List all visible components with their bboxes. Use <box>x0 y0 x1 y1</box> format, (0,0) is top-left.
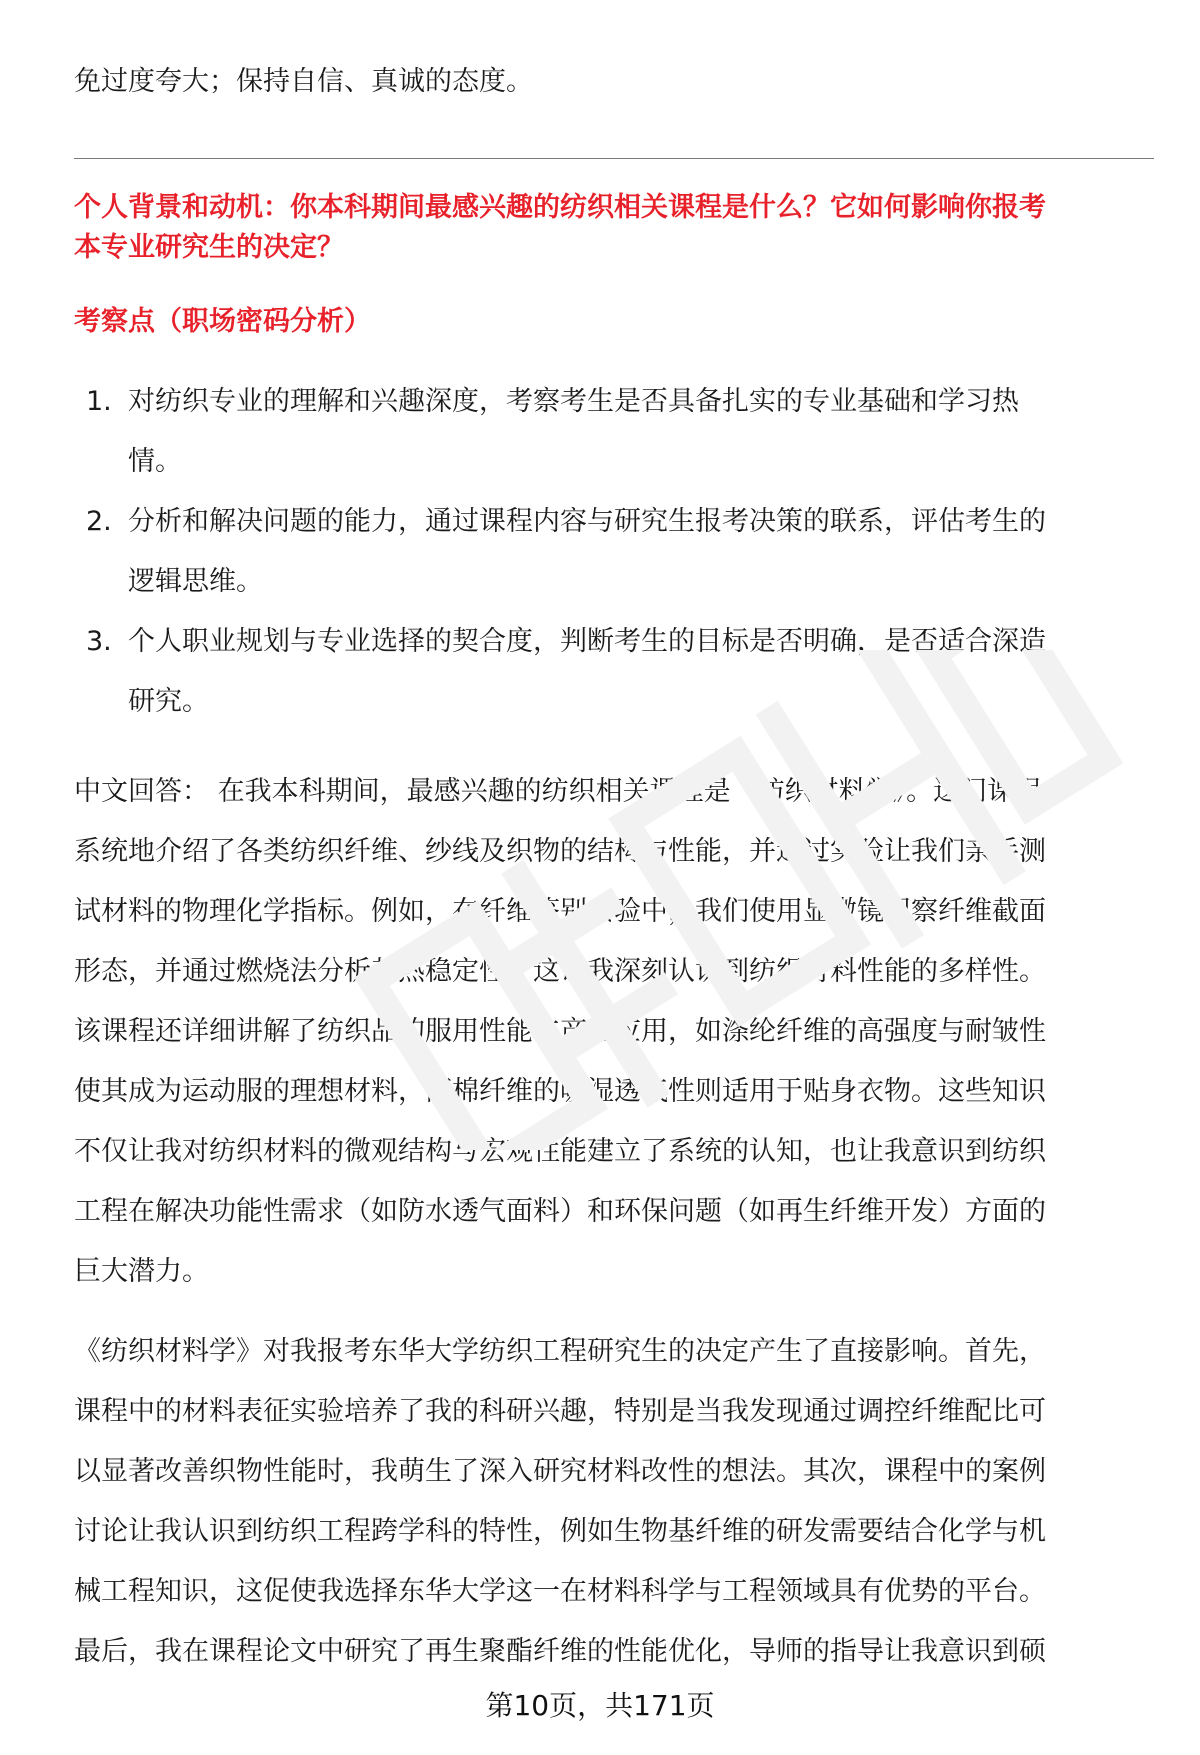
answer-paragraph-2 <box>74 1322 1154 1682</box>
list-item <box>74 612 1154 732</box>
question-title <box>74 188 1154 268</box>
paragraph-line: 《纺织材料学》对我报考东华大学纺织工程研究生的决定产生了直接影响。首先， <box>74 1336 1046 1367</box>
paragraph-line: 形态，并通过燃烧法分析其热稳定性，这让我深刻认识到纺织材料性能的多样性。 <box>74 956 1046 987</box>
list-number: 2. <box>86 506 112 537</box>
paragraph-line: 以显著改善织物性能时，我萌生了深入研究材料改性的想法。其次，课程中的案例 <box>74 1456 1046 1487</box>
list-number: 3. <box>86 626 112 657</box>
list-item-line: 分析和解决问题的能力，通过课程内容与研究生报考决策的联系，评估考生的 <box>128 506 1046 537</box>
paragraph-line: 课程中的材料表征实验培养了我的科研兴趣，特别是当我发现通过调控纤维配比可 <box>74 1396 1046 1427</box>
list-item-line: 情。 <box>128 446 182 477</box>
answer-paragraph-1 <box>74 762 1154 1302</box>
list-item-line: 对纺织专业的理解和兴趣深度，考察考生是否具备扎实的专业基础和学习热 <box>128 386 1019 417</box>
list-item-line: 逻辑思维。 <box>128 566 263 597</box>
assessment-heading: 考察点（职场密码分析） <box>74 306 371 337</box>
page-footer: 第10页，共171页 <box>485 1689 715 1722</box>
paragraph-line: 使其成为运动服的理想材料，而棉纤维的吸湿透气性则适用于贴身衣物。这些知识 <box>74 1076 1046 1107</box>
question-line: 本专业研究生的决定？ <box>74 232 344 263</box>
paragraph-line: 巨大潜力。 <box>74 1256 209 1287</box>
continuation-line: 免过度夸大；保持自信、真诚的态度。 <box>74 66 533 97</box>
paragraph-line: 最后，我在课程论文中研究了再生聚酯纤维的性能优化，导师的指导让我意识到硕 <box>74 1636 1046 1667</box>
paragraph-line: 不仅让我对纺织材料的微观结构与宏观性能建立了系统的认知，也让我意识到纺织 <box>74 1136 1046 1167</box>
question-line: 个人背景和动机：你本科期间最感兴趣的纺织相关课程是什么？它如何影响你报考 <box>74 192 1046 223</box>
paragraph-line: 工程在解决功能性需求（如防水透气面料）和环保问题（如再生纤维开发）方面的 <box>74 1196 1046 1227</box>
paragraph-line: 系统地介绍了各类纺织纤维、纱线及织物的结构与性能，并通过实验让我们亲手测 <box>74 836 1046 867</box>
paragraph-line: 试材料的物理化学指标。例如，在纤维鉴别实验中，我们使用显微镜观察纤维截面 <box>74 896 1046 927</box>
paragraph-line: 中文回答： 在我本科期间，最感兴趣的纺织相关课程是《纺织材料学》。这门课程 <box>74 776 1042 807</box>
paragraph-line: 该课程还详细讲解了纺织品的服用性能与产业应用，如涤纶纤维的高强度与耐皱性 <box>74 1016 1046 1047</box>
list-item <box>74 492 1154 612</box>
list-number: 1. <box>86 386 112 417</box>
list-item <box>74 372 1154 492</box>
list-item-line: 研究。 <box>128 686 209 717</box>
list-item-line: 个人职业规划与专业选择的契合度，判断考生的目标是否明确，是否适合深造 <box>128 626 1046 657</box>
section-divider <box>74 158 1154 159</box>
paragraph-line: 讨论让我认识到纺织工程跨学科的特性，例如生物基纤维的研发需要结合化学与机 <box>74 1516 1046 1547</box>
paragraph-line: 械工程知识，这促使我选择东华大学这一在材料科学与工程领域具有优势的平台。 <box>74 1576 1046 1607</box>
assessment-points-list <box>74 372 1154 732</box>
